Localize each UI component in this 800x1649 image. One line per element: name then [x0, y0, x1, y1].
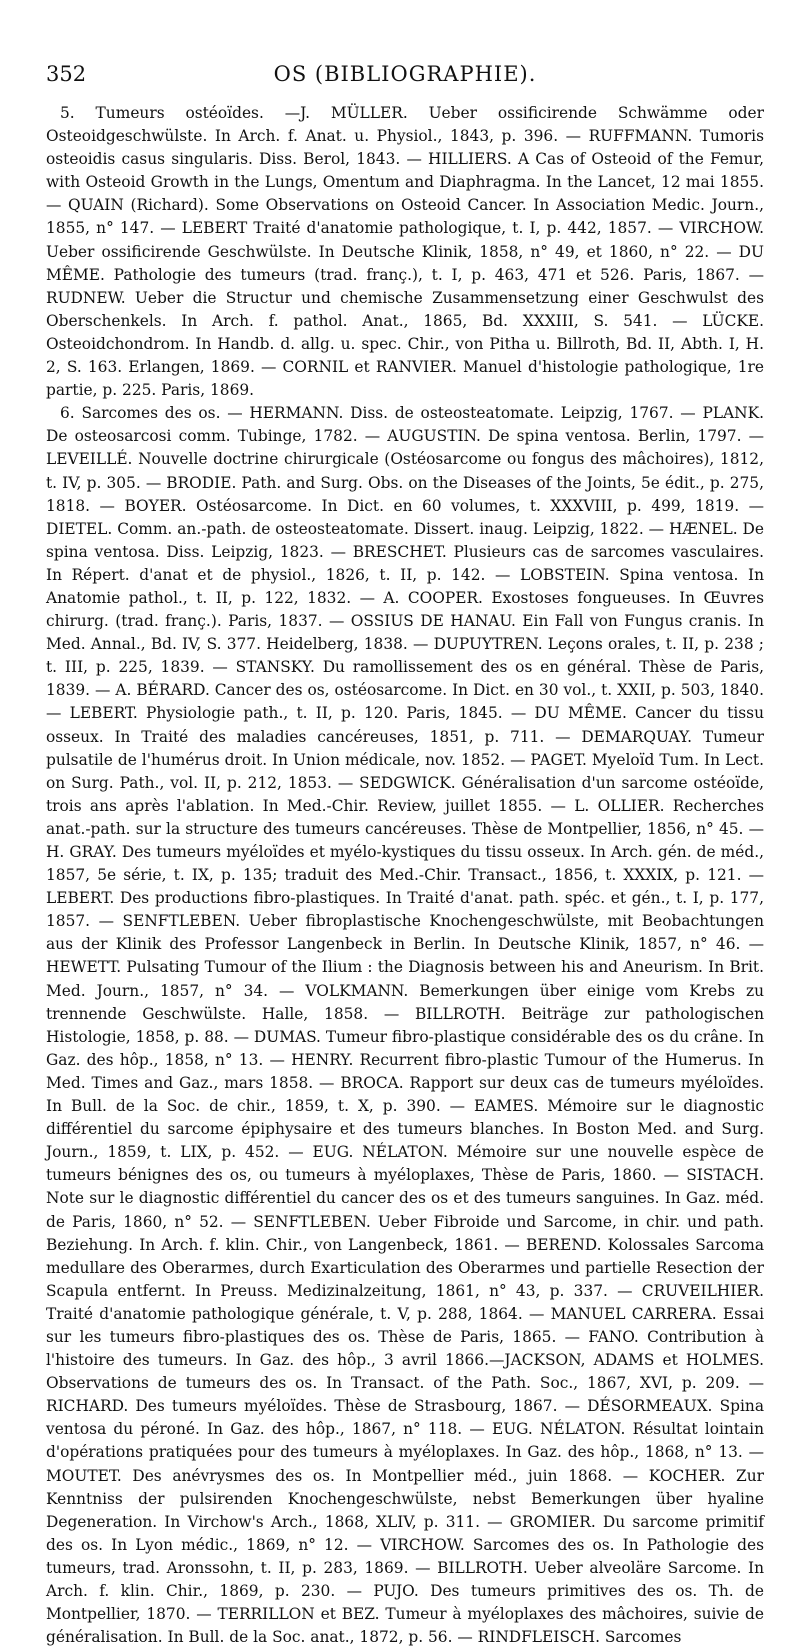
paragraph-bone-sarcomas: 6. Sarcomes des os. — HERMANN. Diss. de osteosteatomate. Leipzig, 1767. — PLANK. De osteosarcosi comm. Tubinge, 1782. — AUGUSTIN. De spina ventosa. Berlin, 1797. — LEVEILLÉ. Nouvelle doctrine chirurgicale (Ostéosarcome ou fongus des mâchoires), 1812, t. IV, p. 305. — BRODIE. Path. and Surg. Obs. on the Diseases of the Joints, 5e édit., p. 275, 1818. — BOYER. Ostéosarcome. In Dict. en 60 volumes, t. XXXVIII, p. 499, 1819. — DIETEL. Comm. an.-path. de osteosteatomate. Dissert. inaug. Leipzig, 1822. — HÆNEL. De spina ventosa. Diss. Leipzig, 1823. — BRESCHET. Plusieurs cas de sarcomes vasculaires. In Répert. d'anat et de physiol., 1826, t. II, p. 142. — LOBSTEIN. Spina ventosa. In Anatomie pathol., t. II, p. 122, 1832. — A. COOPER. Exostoses fongueuses. In Œuvres chirurg. (trad. franç.). Paris, 1837. — OSSIUS DE HANAU. Ein Fall von Fungus cranis. In Med. Annal., Bd. IV, S. 377. Heidelberg, 1838. — DUPUYTREN. Leçons orales, t. II, p. 238 ; t. III, p. 225, 1839. — STANSKY. Du ramollissement des os en général. Thèse de Paris, 1839. — A. BÉRARD. Cancer des os, ostéosarcome. In Dict. en 30 vol., t. XXII, p. 503, 1840. — LEBERT. Physiologie path., t. II, p. 120. Paris, 1845. — DU MÊME. Cancer du tissu osseux. In Traité des maladies cancéreuses, 1851, p. 711. — DEMARQUAY. Tumeur pulsatile de l'humérus droit. In Union médicale, nov. 1852. — PAGET. Myeloïd Tum. In Lect. on Surg. Path., vol. II, p. 212, 1853. — SEDGWICK. Généralisation d'un sarcome ostéoïde, trois ans après l'ablation. In Med.-Chir. Review, juillet 1855. — L. OLLIER. Recherches anat.-path. sur la structure des tumeurs cancéreuses. Thèse de Montpellier, 1856, n° 45. — H. GRAY. Des tumeurs myéloïdes et myélo-kystiques du tissu osseux. In Arch. gén. de méd., 1857, 5e série, t. IX, p. 135; traduit des Med.-Chir. Transact., 1856, t. XXXIX, p. 121. — LEBERT. Des productions fibro-plastiques. In Traité d'anat. path. spéc. et gén., t. I, p. 177, 1857. — SENFTLEBEN. Ueber fibroplastische Knochengeschwülste, mit Beobachtungen aus der Klinik des Professor Langenbeck in Berlin. In Deutsche Klinik, 1857, n° 46. — HEWETT. Pulsating Tumour of the Ilium : the Diagnosis between his and Aneurism. In Brit. Med. Journ., 1857, n° 34. — VOLKMANN. Bemerkungen über einige vom Krebs zu trennende Geschwülste. Halle, 1858. — BILLROTH. Beiträge zur pathologischen Histologie, 1858, p. 88. — DUMAS. Tumeur fibro-plastique considérable des os du crâne. In Gaz. des hôp., 1858, n° 13. — HENRY. Recurrent fibro-plastic Tumour of the Humerus. In Med. Times and Gaz., mars 1858. — BROCA. Rapport sur deux cas de tumeurs myéloïdes. In Bull. de la Soc. de chir., 1859, t. X, p. 390. — EAMES. Mémoire sur le diagnostic différentiel du sarcome épiphysaire et des tumeurs blanches. In Boston Med. and Surg. Journ., 1859, t. LIX, p. 452. — EUG. NÉLATON. Mémoire sur une nouvelle espèce de tumeurs bénignes des os, ou tumeurs à myéloplaxes, Thèse de Paris, 1860. — SISTACH. Note sur le diagnostic différentiel du cancer des os et des tumeurs sanguines. In Gaz. méd. de Paris, 1860, n° 52. — SENFTLEBEN. Ueber Fibroide und Sarcome, in chir. und path. Beziehung. In Arch. f. klin. Chir., von Langenbeck, 1861. — BEREND. Kolossales Sarcoma medullare des Oberarmes, durch Exarticulation des Oberarmes und partielle Resection der Scapula entfernt. In Preuss. Medizinalzeitung, 1861, n° 43, p. 337. — CRUVEILHIER. Traité d'anatomie pathologique générale, t. V, p. 288, 1864. — MANUEL CARRERA. Essai sur les tumeurs fibro-plastiques des os. Thèse de Paris, 1865. — FANO. Contribution à l'histoire des tumeurs. In Gaz. des hôp., 3 avril 1866.—JACKSON, ADAMS et HOLMES. Observations de tumeurs des os. In Transact. of the Path. Soc., 1867, XVI, p. 209. — RICHARD. Des tumeurs myéloïdes. Thèse de Strasbourg, 1867. — DÉSORMEAUX. Spina ventosa du péroné. In Gaz. des hôp., 1867, n° 118. — EUG. NÉLATON. Résultat lointain d'opérations pratiquées pour des tumeurs à myéloplaxes. In Gaz. des hôp., 1868, n° 13. — MOUTET. Des anévrysmes des os. In Montpellier méd., juin 1868. — KOCHER. Zur Kenntniss der pulsirenden Knochengeschwülste, nebst Bemerkungen über hyaline Degeneration. In Virchow's Arch., 1868, XLIV, p. 311. — GROMIER. Du sarcome primitif des os. In Lyon médic., 1869, n° 12. — VIRCHOW. Sarcomes des os. In Pathologie des tumeurs, trad. Aronssohn, t. II, p. 283, 1869. — BILLROTH. Ueber alveoläre Sarcome. In Arch. f. klin. Chir., 1869, p. 230. — PUJO. Des tumeurs primitives des os. Th. de Montpellier, 1870. — TERRILLON et BEZ. Tumeur à myéloplaxes des mâchoires, suivie de généralisation. In Bull. de la Soc. anat., 1872, p. 56. — RINDFLEISCH. Sarcomes: [46, 404, 764, 1647]
page-number: 352: [46, 62, 87, 86]
bibliography-body: [46, 102, 764, 1649]
page-header: [46, 62, 764, 102]
paragraph-osteoid-tumors: 5. Tumeurs ostéoïdes. —J. MÜLLER. Ueber ossificirende Schwämme oder Osteoidgeschwülste. In Arch. f. Anat. u. Physiol., 1843, p. 396. — RUFFMANN. Tumoris osteoidis casus singularis. Diss. Berol, 1843. — HILLIERS. A Cas of Osteoid of the Femur, with Osteoid Growth in the Lungs, Omentum and Diaphragma. In the Lancet, 12 mai 1855. — QUAIN (Richard). Some Observations on Osteoid Cancer. In Association Medic. Journ., 1855, n° 147. — LEBERT Traité d'anatomie pathologique, t. I, p. 442, 1857. — VIRCHOW. Ueber ossificirende Geschwülste. In Deutsche Klinik, 1858, n° 49, et 1860, n° 22. — DU MÊME. Pathologie des tumeurs (trad. franç.), t. I, p. 463, 471 et 526. Paris, 1867. — RUDNEW. Ueber die Structur und chemische Zusammensetzung einer Geschwulst des Oberschenkels. In Arch. f. pathol. Anat., 1865, Bd. XXXIII, S. 541. — LÜCKE. Osteoidchondrom. In Handb. d. allg. u. spec. Chir., von Pitha u. Billroth, Bd. II, Abth. I, H. 2, S. 163. Erlangen, 1869. — CORNIL et RANVIER. Manuel d'histologie pathologique, 1re partie, p. 225. Paris, 1869.: [46, 104, 764, 400]
running-title: OS (BIBLIOGRAPHIE).: [273, 62, 537, 86]
